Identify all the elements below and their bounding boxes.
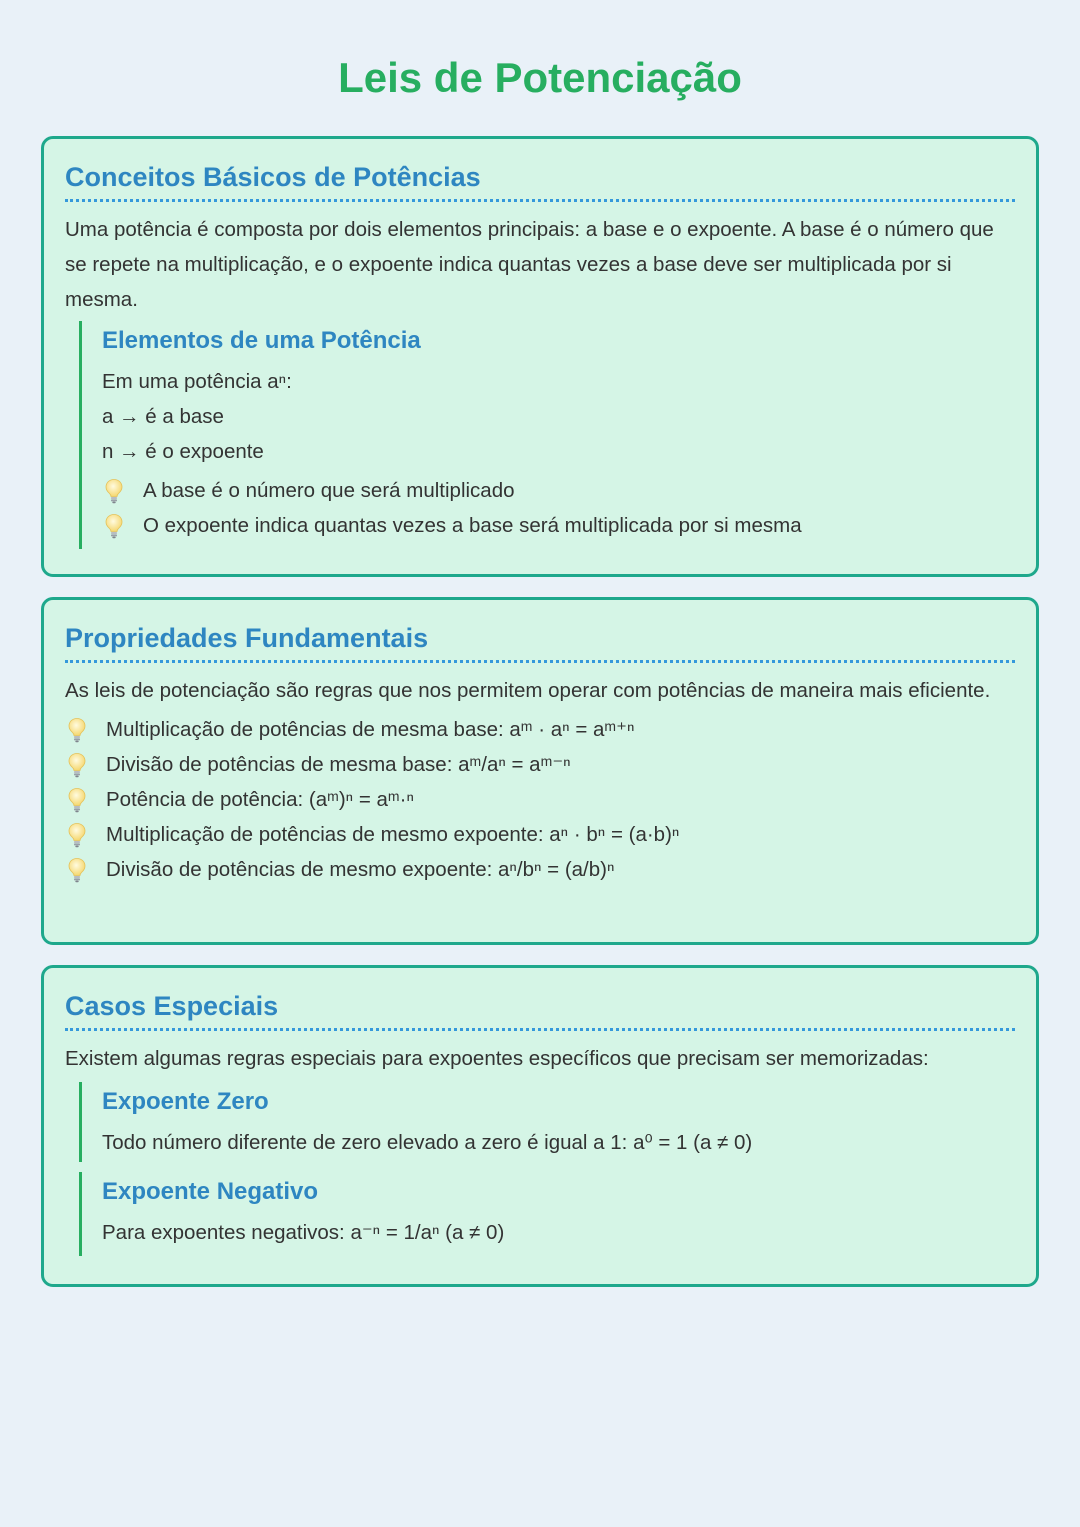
section-card-special-cases bbox=[41, 965, 1039, 1287]
section-paragraph: As leis de potenciação são regras que nos permitem operar com potências de maneira mais eficiente. bbox=[65, 679, 991, 702]
subsection-line: Em uma potência aⁿ: bbox=[102, 370, 292, 393]
list-item-text: Divisão de potências de mesmo expoente: aⁿ/bⁿ = (a/b)ⁿ bbox=[106, 858, 615, 881]
list-item-text: A base é o número que será multiplicado bbox=[143, 479, 515, 502]
subsection-negative-exponent bbox=[79, 1172, 1015, 1256]
subsection-title: Expoente Zero bbox=[102, 1088, 269, 1115]
bullet-list bbox=[65, 712, 1015, 887]
list-item-text: Multiplicação de potências de mesma base: aᵐ · aⁿ = aᵐ⁺ⁿ bbox=[106, 718, 635, 741]
list-item bbox=[65, 712, 1015, 747]
list-item-text: Potência de potência: (aᵐ)ⁿ = aᵐ·ⁿ bbox=[106, 788, 414, 811]
section-card-fundamental-properties bbox=[41, 597, 1039, 945]
subsection-title: Expoente Negativo bbox=[102, 1178, 319, 1205]
list-item bbox=[65, 852, 1015, 887]
list-item bbox=[65, 817, 1015, 852]
lightbulb-icon bbox=[65, 787, 106, 813]
page-title: Leis de Potenciação bbox=[338, 54, 742, 101]
lightbulb-icon bbox=[65, 717, 106, 743]
section-title: Casos Especiais bbox=[65, 986, 1015, 1031]
list-item-text: Divisão de potências de mesma base: aᵐ/aⁿ = aᵐ⁻ⁿ bbox=[106, 753, 571, 776]
list-item bbox=[65, 747, 1015, 782]
section-paragraph: Uma potência é composta por dois elementos principais: a base e o expoente. A base é o número que se repete na multiplicação, e o expoente indica quantas vezes a base deve ser multiplicada por si mesma. bbox=[65, 218, 994, 311]
section-paragraph: Existem algumas regras especiais para expoentes específicos que precisam ser memorizadas: bbox=[65, 1047, 929, 1070]
lightbulb-icon bbox=[65, 822, 106, 848]
bullet-list bbox=[102, 473, 1015, 543]
lightbulb-icon bbox=[65, 752, 106, 778]
subsection-line: a → é a base bbox=[102, 405, 224, 428]
subsection-line: n → é o expoente bbox=[102, 440, 264, 463]
subsection-text: Para expoentes negativos: a⁻ⁿ = 1/aⁿ (a ≠ 0) bbox=[102, 1221, 505, 1244]
subsection-title: Elementos de uma Potência bbox=[102, 327, 421, 354]
section-title: Propriedades Fundamentais bbox=[65, 618, 1015, 663]
list-item bbox=[102, 508, 1015, 543]
lightbulb-icon bbox=[65, 857, 106, 883]
lightbulb-icon bbox=[102, 478, 143, 504]
section-title: Conceitos Básicos de Potências bbox=[65, 157, 1015, 202]
section-card-basic-concepts bbox=[41, 136, 1039, 577]
list-item bbox=[65, 782, 1015, 817]
subsection-power-elements bbox=[79, 321, 1015, 549]
list-item-text: Multiplicação de potências de mesmo expoente: aⁿ · bⁿ = (a·b)ⁿ bbox=[106, 823, 680, 846]
subsection-zero-exponent bbox=[79, 1082, 1015, 1162]
lightbulb-icon bbox=[102, 513, 143, 539]
list-item bbox=[102, 473, 1015, 508]
list-item-text: O expoente indica quantas vezes a base será multiplicada por si mesma bbox=[143, 514, 802, 537]
subsection-text: Todo número diferente de zero elevado a zero é igual a 1: a⁰ = 1 (a ≠ 0) bbox=[102, 1131, 753, 1154]
